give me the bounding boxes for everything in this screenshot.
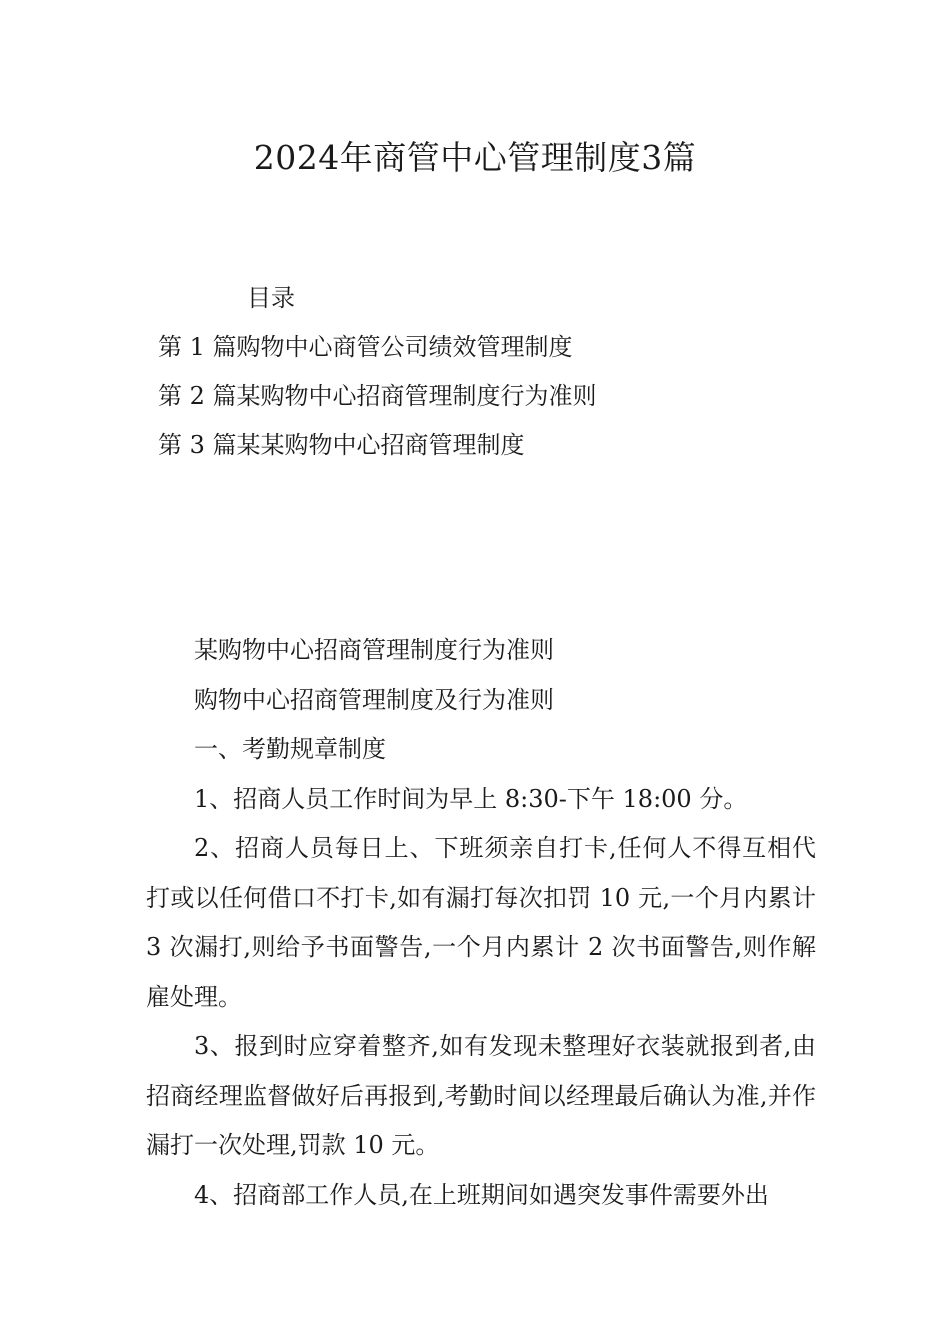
table-of-contents <box>158 330 597 477</box>
document-body <box>146 626 816 1220</box>
section-title: 某购物中心招商管理制度行为准则 <box>194 636 554 664</box>
document-title: 2024年商管中心管理制度3篇 <box>253 138 697 177</box>
toc-item-1[interactable]: 第 1 篇购物中心商管公司绩效管理制度 <box>158 333 573 361</box>
toc-item-2[interactable]: 第 2 篇某购物中心招商管理制度行为准则 <box>158 382 597 410</box>
section-subtitle: 购物中心招商管理制度及行为准则 <box>194 685 554 714</box>
rule-paragraph-4: 4、招商部工作人员,在上班期间如遇突发事件需要外出 <box>194 1180 769 1209</box>
toc-heading: 目录 <box>247 284 295 312</box>
toc-item-3[interactable]: 第 3 篇某某购物中心招商管理制度 <box>158 431 525 459</box>
rule-paragraph-3: 3、报到时应穿着整齐,如有发现未整理好衣装就报到者,由招商经理监督做好后再报到,考勤时间以经理最后确认为准,并作漏打一次处理,罚款 10 元。 <box>146 1032 816 1159</box>
chapter-heading: 一、考勤规章制度 <box>194 735 386 763</box>
rule-paragraph-2: 2、招商人员每日上、下班须亲自打卡,任何人不得互相代打或以任何借口不打卡,如有漏打每次扣罚 10 元,一个月内累计 3 次漏打,则给予书面警告,一个月内累计 2 次书面警告,则作解雇处理。 <box>146 834 816 1011</box>
rule-paragraph-1: 1、招商人员工作时间为早上 8:30-下午 18:00 分。 <box>194 784 748 813</box>
